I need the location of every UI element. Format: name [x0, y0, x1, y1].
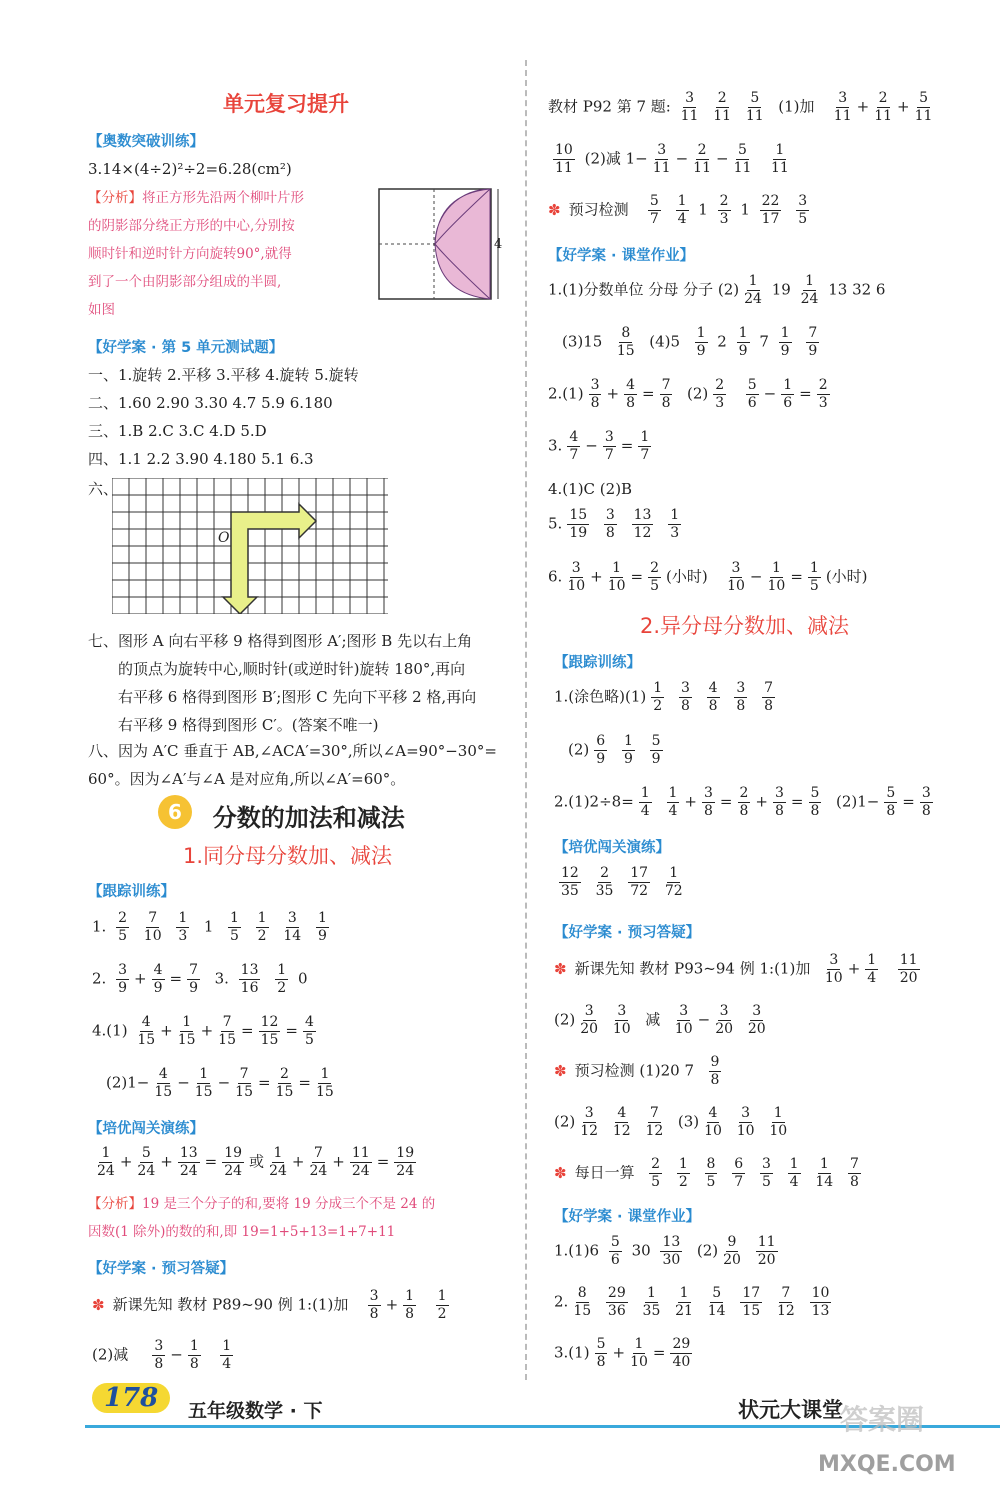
- track2-answer-1b: (2) $\frac{6}{9}$ $\frac{1}{9}$ $\frac{5}{9}$: [568, 733, 661, 767]
- analysis-line: 将正方形先沿两个柳叶片形: [142, 190, 304, 206]
- unit-text: (小时): [666, 567, 708, 586]
- track2-answer-2: 2.(1)2÷8= $\frac{1}{4}$ $\frac{1}{4}$ + $\frac{3}{8}$ = $\frac{2}{8}$ + $\frac{3}{8}$ = $\frac{5}{8}$ (2)1− $\frac{5}{8}$ = $\frac{3}{8}$: [554, 785, 931, 819]
- pass-answer: $\frac{1}{24}$ + $\frac{5}{24}$ + $\frac{13}{24}$ = $\frac{19}{24}$ 或 $\frac{1}{24}$ + $\frac{7}{24}$ + $\frac{11}{24}$ = $\frac{19}{24}$: [97, 1145, 415, 1179]
- item-text: (3): [677, 1112, 700, 1131]
- item-text: 1.(1)6: [554, 1241, 600, 1260]
- analysis2-label: 【分析】: [88, 1196, 142, 1212]
- homework-5: 5. $\frac{15}{19}$ $\frac{3}{8}$ $\frac{13}{12}$ $\frac{1}{3}$: [548, 507, 680, 541]
- q7-line: 右平移 9 格得到图形 C′。(答案不唯一): [118, 716, 379, 734]
- lesson1-title: 1.同分母分数加、减法: [183, 844, 393, 868]
- q8-block: [88, 737, 497, 793]
- watermark-text: 答案圈: [840, 1403, 925, 1436]
- textbook-p92-b: $\frac{10}{11}$ (2)减 1− $\frac{3}{11}$ − $\frac{2}{11}$ − $\frac{5}{11}$ $\frac{1}{11}$: [555, 142, 789, 176]
- preview-text: (2)减: [92, 1345, 129, 1364]
- preview2-answer-1: ✽ 新课先知 教材 P93~94 例 1:(1)加 $\frac{3}{10}$ + $\frac{1}{4}$ $\frac{11}{20}$: [554, 952, 918, 986]
- item-text: 3.(1): [554, 1343, 590, 1362]
- item-text: 新课先知 教材 P93~94 例 1:(1)加: [574, 959, 811, 978]
- q7-block: [88, 627, 476, 739]
- q7-line: 的顶点为旋转中心,顺时针(或逆时针)旋转 180°,再向: [118, 660, 466, 678]
- homework-2: 2.(1) $\frac{3}{8}$ + $\frac{4}{8}$ = $\frac{7}{8}$ (2) $\frac{2}{3}$ $\frac{5}{6}$ − $\frac{1}{6}$ = $\frac{2}{3}$: [548, 377, 828, 411]
- item-text: (3)15: [562, 332, 603, 351]
- homework-1b: (3)15 $\frac{8}{15}$ (4)5 $\frac{1}{9}$ 2 $\frac{1}{9}$ 7 $\frac{1}{9}$ $\frac{7}{9}$: [562, 325, 818, 359]
- homework-1: 1.(1)分数单位 分母 分子 (2) $\frac{1}{24}$ 19 $\frac{1}{24}$ 13 32 6: [548, 273, 886, 307]
- pass2-answer: $\frac{12}{35}$ $\frac{2}{35}$ $\frac{17}{72}$ $\frac{1}{72}$: [561, 865, 683, 899]
- item-text: 19: [771, 280, 791, 299]
- item-text: (2)1−: [835, 792, 880, 811]
- item-text: 教材 P92 第 7 题:: [548, 97, 671, 116]
- item-no: 4.(1): [92, 1021, 128, 1040]
- item-text: 每日一算: [574, 1163, 635, 1182]
- preview-text: 新课先知 教材 P89~90 例 1:(1)加: [112, 1295, 349, 1314]
- unit-review-title: 单元复习提升: [223, 92, 349, 116]
- answer-row: 二、1.60 2.90 3.30 4.7 5.9 6.180: [88, 394, 333, 412]
- pass-header-2: 【培优闯关演练】: [554, 840, 670, 856]
- preview2-answer-4: (2) $\frac{3}{12}$ $\frac{4}{12}$ $\frac{7}{12}$ (3) $\frac{4}{10}$ $\frac{3}{10}$ $\frac{1}{10}$: [554, 1105, 788, 1139]
- homework2-2: 2. $\frac{8}{15}$ $\frac{29}{36}$ $\frac{1}{35}$ $\frac{1}{21}$ $\frac{5}{14}$ $\frac{17}{15}$ $\frac{7}{12}$ $\frac{10}{13}$: [554, 1285, 830, 1319]
- analysis-block: [88, 184, 368, 324]
- answer-row: 四、1.1 2.2 3.90 4.180 5.1 6.3: [88, 450, 314, 468]
- homework-3: 3. $\frac{4}{7}$ − $\frac{3}{7}$ = $\frac{1}{7}$: [548, 429, 650, 463]
- textbook-p92: 教材 P92 第 7 题: $\frac{3}{11}$ $\frac{2}{11}$ $\frac{5}{11}$ (1)加 $\frac{3}{11}$ + $\frac{2}{11}$ + $\frac{5}{11}$: [548, 90, 933, 124]
- item-text: (2): [554, 1010, 576, 1029]
- item-text: (2): [554, 1112, 576, 1131]
- item-no: (2)1−: [106, 1073, 150, 1092]
- flower-icon: ✽: [554, 1061, 567, 1080]
- analysis-line: 顺时针和逆时针方向旋转90°,就得: [88, 246, 292, 262]
- item-text: (2)减: [584, 149, 621, 168]
- chapter-title: 分数的加法和减法: [212, 803, 405, 832]
- item-text: 5.: [548, 514, 563, 533]
- analysis-line: 如图: [88, 302, 115, 318]
- flower-icon: ✽: [554, 959, 567, 978]
- track-answer-1: 1. $\frac{2}{5}$ $\frac{7}{10}$ $\frac{1}{3}$ 1 $\frac{1}{5}$ $\frac{1}{2}$ $\frac{3}{14}$ $\frac{1}{9}$: [92, 910, 327, 944]
- translation-grid: [112, 478, 388, 614]
- item-no: 2.: [92, 969, 107, 988]
- item-text: 减: [645, 1010, 661, 1029]
- q7-line: 七、图形 A 向右平移 9 格得到图形 A′;图形 B 先以右上角: [88, 632, 473, 650]
- watermark-url: MXQE.COM: [818, 1452, 956, 1477]
- item-text: 2.(1)2÷8=: [554, 792, 634, 811]
- preview-header-2: 【好学案 · 预习答疑】: [554, 925, 701, 941]
- footer-brand: 状元大课堂: [738, 1398, 843, 1422]
- preview2-answer-2: (2) $\frac{3}{20}$ $\frac{3}{10}$ 减 $\frac{3}{10}$ − $\frac{3}{20}$ $\frac{3}{20}$: [554, 1003, 766, 1037]
- track-answer-4: 4.(1) $\frac{4}{15}$ + $\frac{1}{15}$ + $\frac{7}{15}$ = $\frac{12}{15}$ = $\frac{4}{5}$: [92, 1014, 314, 1048]
- olympiad-header: 【奥数突破训练】: [88, 134, 204, 150]
- answer-row: 一、1.旋转 2.平移 3.平移 4.旋转 5.旋转: [88, 366, 359, 384]
- item-text: 1.(涂色略)(1): [554, 687, 647, 706]
- pass-header: 【培优闯关演练】: [88, 1121, 204, 1137]
- track-header-2: 【跟踪训练】: [554, 655, 641, 671]
- analysis2-block: [88, 1190, 435, 1246]
- item-text: (2): [568, 740, 590, 759]
- chapter-number-badge: 6: [158, 795, 192, 829]
- preview-answer-1: ✽ 新课先知 教材 P89~90 例 1:(1)加 $\frac{3}{8}$ + $\frac{1}{8}$ $\frac{1}{2}$: [92, 1288, 447, 1322]
- analysis2-line: 因数(1 除外)的数的和,即 19=1+5+13=1+7+11: [88, 1224, 396, 1240]
- lesson2-title: 2.异分母分数加、减法: [640, 614, 850, 638]
- item-text: 2.(1): [548, 384, 584, 403]
- chapter-heading: [158, 795, 405, 833]
- flower-icon: ✽: [554, 1163, 567, 1182]
- q7-line: 右平移 6 格得到图形 B′;图形 C 先向下平移 2 格,再向: [118, 688, 477, 706]
- q8-line: 八、因为 A′C 垂直于 AB,∠ACA′=30°,所以∠A=90°−30°=: [88, 742, 497, 760]
- unit5-test-header: 【好学案 · 第 5 单元测试题】: [88, 340, 284, 356]
- homework2-3: 3.(1) $\frac{5}{8}$ + $\frac{1}{10}$ = $\frac{29}{40}$: [554, 1336, 691, 1370]
- precheck-answer: ✽ 预习检测 $\frac{5}{7}$ $\frac{1}{4}$ 1 $\frac{2}{3}$ 1 $\frac{22}{17}$ $\frac{3}{5}$: [548, 193, 808, 227]
- item-no: 1.: [92, 917, 107, 936]
- item-text: (4)5: [649, 332, 681, 351]
- analysis-line: 到了一个由阴影部分组成的半圆,: [88, 274, 282, 290]
- homework-4: 4.(1)C (2)B: [548, 480, 633, 498]
- column-divider: [525, 60, 527, 1380]
- or-word: 或: [249, 1152, 265, 1171]
- flower-icon: ✽: [548, 200, 561, 219]
- grid-origin-label: O: [218, 530, 230, 546]
- item-text: 3.: [548, 436, 563, 455]
- preview-header: 【好学案 · 预习答疑】: [88, 1261, 235, 1277]
- item-text: 预习检测 (1)20 7: [574, 1061, 694, 1080]
- half-circle-figure: [378, 188, 508, 300]
- q8-line: 60°。因为∠A′与∠A 是对应角,所以∠A′=60°。: [88, 770, 406, 788]
- item-text: (1)加: [778, 97, 815, 116]
- flower-icon: ✽: [92, 1295, 105, 1314]
- item-no: 3.: [214, 969, 229, 988]
- q6-label: 六、: [88, 480, 119, 498]
- daily-calc: ✽ 每日一算 $\frac{2}{5}$ $\frac{1}{2}$ $\frac{8}{5}$ $\frac{6}{7}$ $\frac{3}{5}$ $\frac{1}{4}$ $\frac{1}{14}$ $\frac{7}{8}$: [554, 1156, 859, 1190]
- item-text: 30: [631, 1241, 651, 1260]
- track2-answer-1: 1.(涂色略)(1) $\frac{1}{2}$ $\frac{3}{8}$ $\frac{4}{8}$ $\frac{3}{8}$ $\frac{7}{8}$: [554, 680, 773, 714]
- answer-row: 三、1.B 2.C 3.C 4.D 5.D: [88, 422, 267, 440]
- page-number: 178: [92, 1383, 170, 1413]
- unit-text: (小时): [825, 567, 868, 586]
- item-text: 6.: [548, 567, 563, 586]
- analysis-label: 【分析】: [88, 190, 142, 206]
- item-text: 预习检测: [568, 200, 629, 219]
- analysis-line: 的阴影部分绕正方形的中心,分别按: [88, 218, 295, 234]
- item-text: (2): [687, 384, 709, 403]
- olympiad-formula: 3.14×(4÷2)²÷2=6.28(cm²): [88, 160, 292, 178]
- item-text: 1.(1)分数单位 分母 分子 (2): [548, 280, 740, 299]
- item-text: 2.: [554, 1292, 569, 1311]
- track-answer-2: 2. $\frac{3}{9}$ + $\frac{4}{9}$ = $\frac{7}{9}$ 3. $\frac{13}{16}$ $\frac{1}{2}$ 0: [92, 962, 308, 996]
- item-text: (2): [696, 1241, 719, 1260]
- homework-6: 6. $\frac{3}{10}$ + $\frac{1}{10}$ = $\frac{2}{5}$ (小时) $\frac{3}{10}$ − $\frac{1}{10}$ = $\frac{1}{5}$ (小时): [548, 560, 868, 594]
- footer-subject: 五年级数学 · 下: [188, 1400, 323, 1422]
- item-text: 13 32 6: [828, 280, 886, 299]
- figure-length-label: 4: [494, 237, 503, 252]
- homework-header: 【好学案 · 课堂作业】: [548, 248, 695, 264]
- track-answer-4b: (2)1− $\frac{4}{15}$ − $\frac{1}{15}$ − $\frac{7}{15}$ = $\frac{2}{15}$ = $\frac{1}{15}$: [106, 1066, 334, 1100]
- track-header: 【跟踪训练】: [88, 884, 175, 900]
- analysis2-line: 19 是三个分子的和,要将 19 分成三个不是 24 的: [142, 1196, 436, 1212]
- homework-header-2: 【好学案 · 课堂作业】: [554, 1209, 701, 1225]
- preview2-answer-3: ✽ 预习检测 (1)20 7 $\frac{9}{8}$: [554, 1054, 720, 1088]
- homework2-1: 1.(1)6 $\frac{5}{6}$ 30 $\frac{13}{30}$ (2) $\frac{9}{20}$ $\frac{11}{20}$: [554, 1234, 776, 1268]
- preview-answer-2: (2)减 $\frac{3}{8}$ − $\frac{1}{8}$ $\frac{1}{4}$: [92, 1338, 232, 1372]
